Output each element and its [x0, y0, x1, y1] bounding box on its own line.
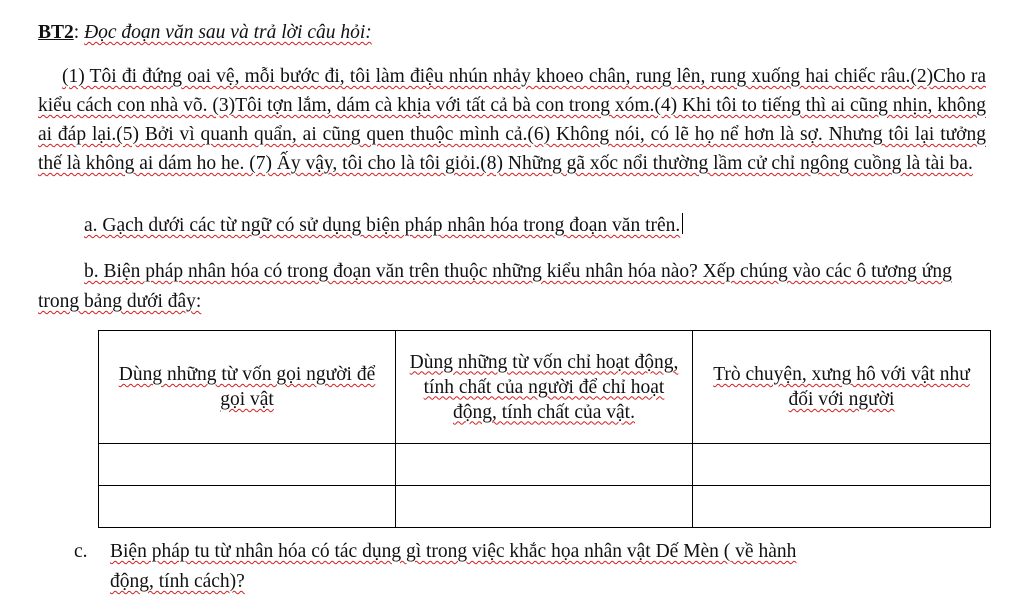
- question-b[interactable]: [38, 257, 968, 317]
- table-cell[interactable]: [99, 444, 396, 486]
- question-a[interactable]: [84, 213, 683, 237]
- question-c[interactable]: [74, 537, 994, 597]
- table-cell[interactable]: [396, 444, 693, 486]
- exercise-instruction: Đọc đoạn văn sau và trả lời câu hỏi:: [84, 22, 372, 43]
- classification-table: [98, 330, 991, 528]
- table-row: [99, 444, 991, 486]
- question-c-line2: động, tính cách)?: [110, 571, 245, 592]
- table-header-cell: Dùng những từ vốn chỉ hoạt động, tính chất của người để chỉ hoạt động, tính chất của vật.: [396, 331, 693, 444]
- question-c-label: c.: [74, 541, 88, 562]
- heading-separator: :: [73, 22, 85, 43]
- question-c-line1: Biện pháp tu từ nhân hóa có tác dụng gì trong việc khắc họa nhân vật Dế Mèn ( về hành: [110, 541, 797, 562]
- table-header-cell: Dùng những từ vốn gọi người để gọi vật: [99, 331, 396, 444]
- table-cell[interactable]: [693, 444, 991, 486]
- passage-paragraph[interactable]: [38, 62, 986, 178]
- passage-text: (1) Tôi đi đứng oai vệ, mỗi bước đi, tôi làm điệu nhún nhảy khoeo chân, rung lên, rung xuống hai chiếc râu.(2)Cho ra kiểu cách con nhà võ. (3)Tôi tợn lắm, dám cà khịa với tất cả bà con trong xóm.(4) Khi tôi to tiếng thì ai cũng nhịn, không ai đáp lại.(5) Bởi vì quanh quẩn, ai cũng quen thuộc mình cả.(6) Không nói, có lẽ họ nể hơn là sợ. Nhưng tôi lại tưởng thế là không ai dám ho he. (7) Ấy vậy, tôi cho là tôi giỏi.(8) Những gã xốc nổi thường lầm cử chỉ ngông cuồng là tài ba.: [38, 66, 986, 174]
- table-header-row: [99, 331, 991, 444]
- text-cursor: [682, 213, 683, 234]
- table-cell[interactable]: [693, 486, 991, 528]
- table-cell[interactable]: [396, 486, 693, 528]
- exercise-label: BT2: [38, 22, 74, 43]
- question-b-text: b. Biện pháp nhân hóa có trong đoạn văn trên thuộc những kiểu nhân hóa nào? Xếp chúng vào các ô tương ứng trong bảng dưới đây:: [38, 261, 952, 312]
- table-row: [99, 486, 991, 528]
- question-a-text: a. Gạch dưới các từ ngữ có sử dụng biện pháp nhân hóa trong đoạn văn trên.: [84, 215, 681, 236]
- table-cell[interactable]: [99, 486, 396, 528]
- exercise-heading: [38, 22, 372, 44]
- table-header-cell: Trò chuyện, xưng hô với vật như đối với người: [693, 331, 991, 444]
